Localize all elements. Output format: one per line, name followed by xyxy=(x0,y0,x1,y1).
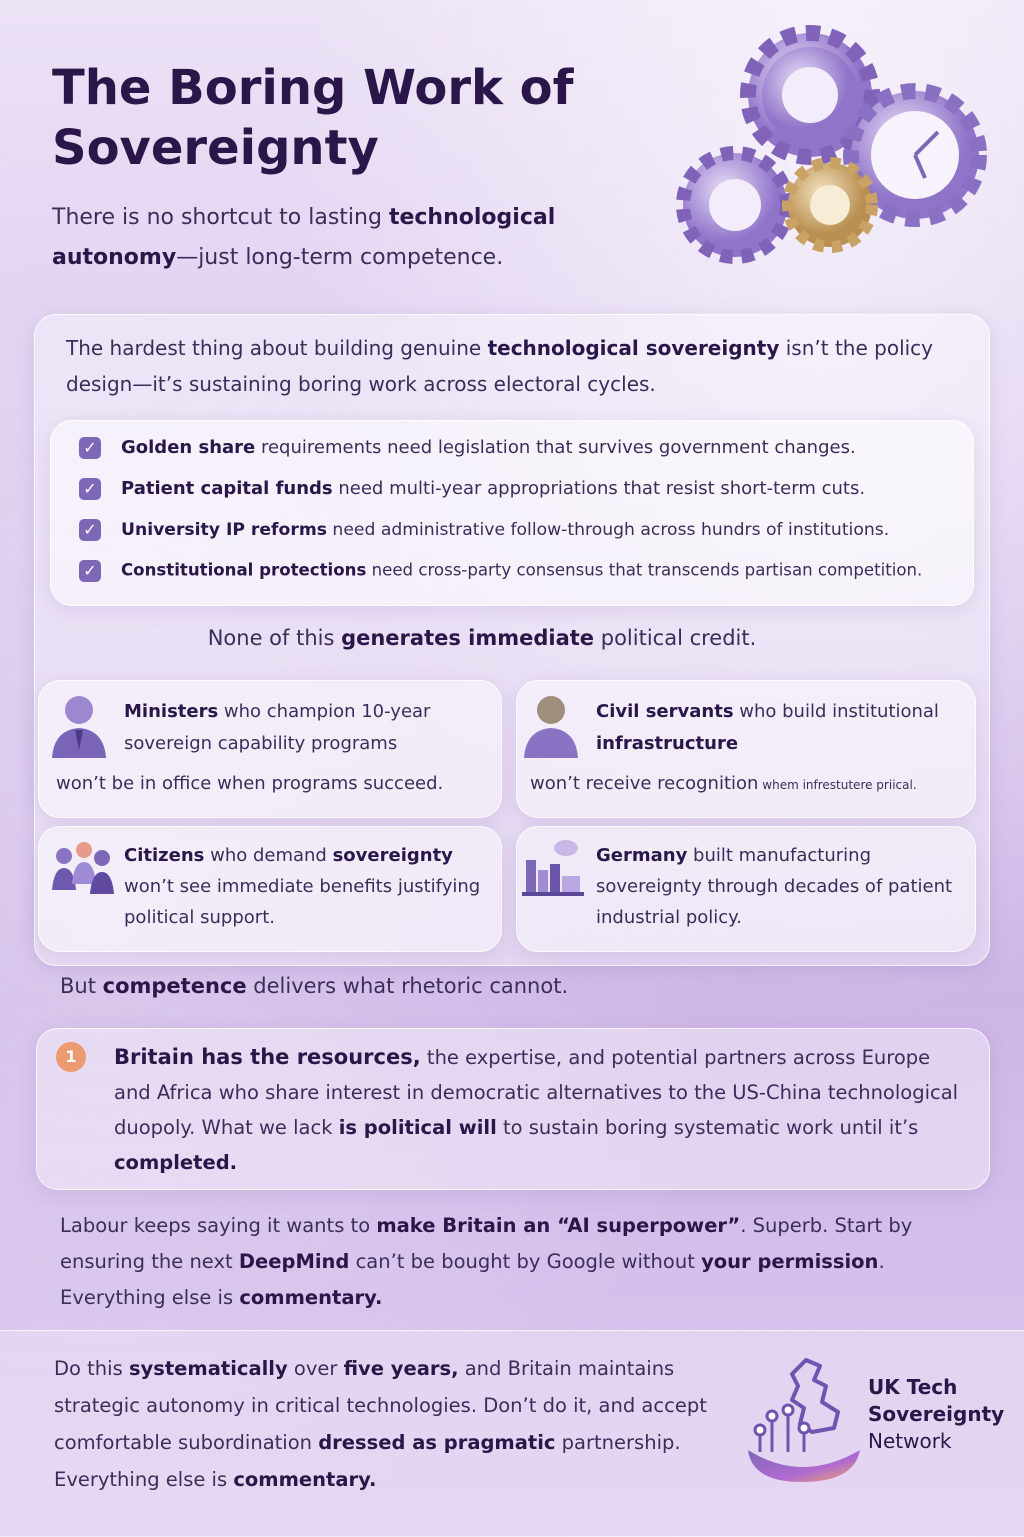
checklist-item: ✓ Golden share requirements need legislation that survives government changes. xyxy=(79,437,856,459)
civil-servants-text: Civil servants who build institutional infrastructure xyxy=(596,701,939,754)
germany-text: Germany built manufacturing sovereignty through decades of patient industrial policy. xyxy=(596,845,953,928)
intro-text: The hardest thing about building genuine technological sovereignty isn’t the policy design—it’s sustaining boring work across electoral cycles. xyxy=(66,336,934,396)
uk-circuit-logo-icon xyxy=(742,1356,866,1486)
checklist-item: ✓ Patient capital funds need multi-year appropriations that resist short-term cuts. xyxy=(79,478,865,500)
checklist-item: ✓ Constitutional protections need cross-party consensus that transcends partisan competition. xyxy=(79,560,922,582)
civil-servant-person-icon xyxy=(520,688,582,760)
checkbox-icon: ✓ xyxy=(79,437,101,459)
gears-illustration xyxy=(660,10,1000,290)
political-credit-line: None of this generates immediate political credit. xyxy=(207,626,757,650)
checklist xyxy=(50,420,974,606)
number-badge: 1 xyxy=(56,1042,86,1072)
britain-text: Britain has the resources, the expertise, and potential partners across Europe and Africa who share interest in democratic alternatives to the US-China technological duopoly. What we lack is political will to sustain boring systematic work until it’s completed. xyxy=(114,1045,959,1174)
citizens-group-icon xyxy=(48,840,118,896)
subtitle: There is no shortcut to lasting technological autonomy—just long-term competence. xyxy=(52,205,556,270)
page-title: The Boring Work of Sovereignty xyxy=(52,60,574,176)
factory-icon xyxy=(520,836,588,900)
checklist-item: ✓ University IP reforms need administrative follow-through across hundrs of institutions. xyxy=(79,519,889,541)
competence-line: But competence delivers what rhetoric cannot. xyxy=(60,974,569,998)
citizens-text: Citizens who demand sovereignty won’t see immediate benefits justifying political support. xyxy=(124,845,481,928)
minister-person-icon xyxy=(48,688,110,760)
labour-paragraph: Labour keeps saying it wants to make Britain an “AI superpower”. Superb. Start by ensuring the next DeepMind can’t be bought by Google without your permission. Everything else is commentary. xyxy=(60,1214,913,1309)
civil-servants-outcome: won’t receive recognition whem infrestutere priical. xyxy=(530,773,917,794)
closing-paragraph: Do this systematically over five years, and Britain maintains strategic autonomy in critical technologies. Don’t do it, and accept comfortable subordination dressed as pragmatic partnership. Everything else is commentary. xyxy=(54,1357,707,1491)
logo-wordmark: UK Tech Sovereignty Network xyxy=(868,1375,1005,1453)
ministers-text: Ministers who champion 10-year sovereign capability programs xyxy=(124,701,431,754)
gear-small-icon xyxy=(683,153,787,257)
checkbox-icon: ✓ xyxy=(79,560,101,582)
ministers-outcome: won’t be in office when programs succeed. xyxy=(56,773,444,794)
gear-gold-icon xyxy=(788,163,872,247)
checkbox-icon: ✓ xyxy=(79,478,101,500)
checkbox-icon: ✓ xyxy=(79,519,101,541)
